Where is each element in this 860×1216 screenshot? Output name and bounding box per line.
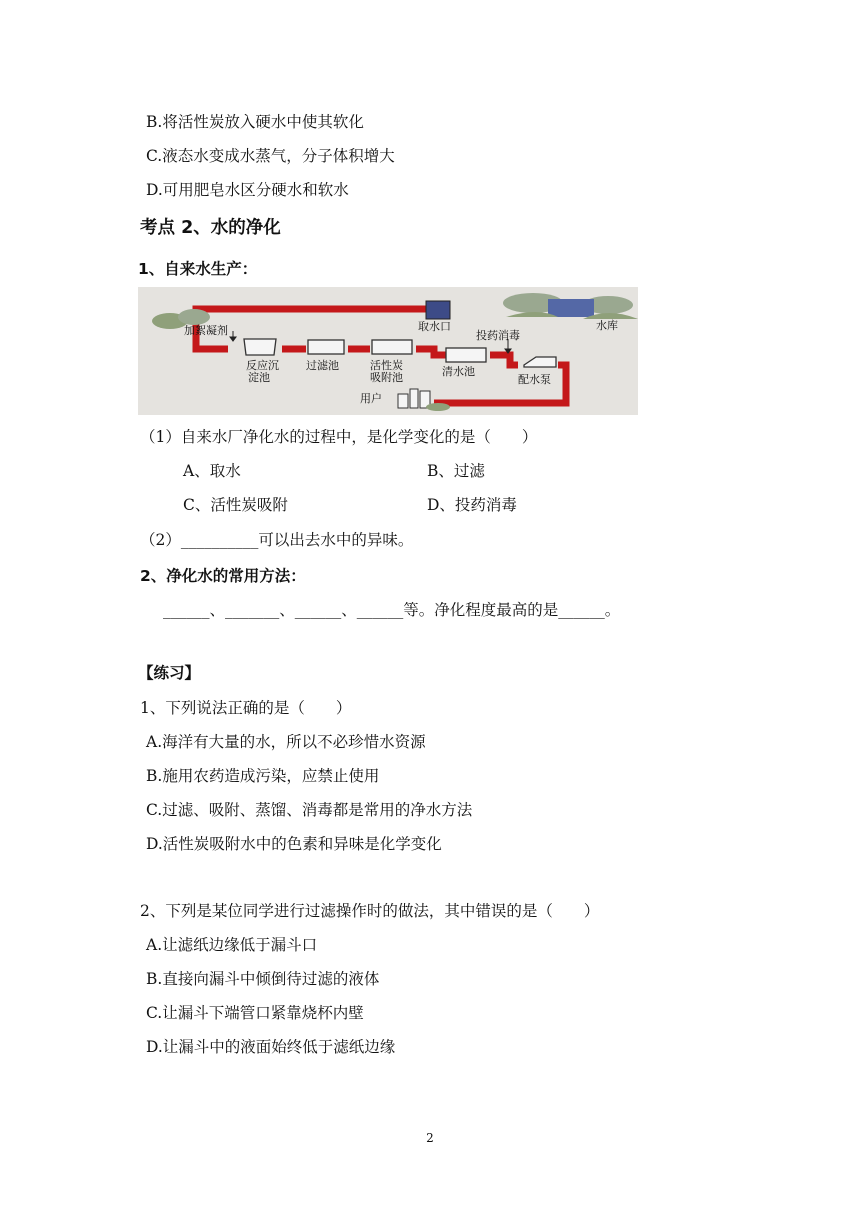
option-c-prev: C.液态水变成水蒸气，分子体积增大	[146, 147, 395, 165]
sub1-title: 1、自来水生产：	[138, 260, 258, 278]
q2-stem: （2）__________可以出去水中的异味。	[140, 531, 414, 549]
label-reservoir: 水库	[596, 319, 618, 332]
p2-option-b: B.直接向漏斗中倾倒待过滤的液体	[146, 970, 380, 988]
label-intake: 取水口	[418, 320, 451, 333]
p1-option-a: A.海洋有大量的水，所以不必珍惜水资源	[146, 733, 426, 751]
label-sediment-1: 反应沉	[246, 359, 279, 372]
practice-title: 【练习】	[138, 664, 201, 682]
intake-box	[426, 301, 450, 319]
sediment-tank	[244, 339, 276, 355]
p1-stem: 1、下列说法正确的是（ ）	[140, 699, 352, 717]
label-user: 用户	[360, 392, 382, 405]
label-disinfect: 投药消毒	[476, 329, 520, 342]
label-sediment-2: 淀池	[248, 371, 270, 384]
q1-option-d: D、投药消毒	[427, 496, 517, 514]
p2-option-d: D.让漏斗中的液面始终低于滤纸边缘	[146, 1038, 396, 1056]
q1-option-a: A、取水	[183, 462, 241, 480]
q1-option-b: B、过滤	[427, 462, 485, 480]
q1-stem: （1）自来水厂净化水的过程中，是化学变化的是（ ）	[140, 428, 538, 446]
p1-option-d: D.活性炭吸附水中的色素和异味是化学变化	[146, 835, 442, 853]
p1-option-c: C.过滤、吸附、蒸馏、消毒都是常用的净水方法	[146, 801, 473, 819]
p2-option-a: A.让滤纸边缘低于漏斗口	[146, 936, 318, 954]
clear-tank	[446, 348, 486, 362]
p1-option-b: B.施用农药造成污染，应禁止使用	[146, 767, 380, 785]
section-title: 考点 2、水的净化	[140, 218, 281, 238]
p2-stem: 2、下列是某位同学进行过滤操作时的做法，其中错误的是（ ）	[140, 902, 600, 920]
label-carbon-1: 活性炭	[370, 359, 403, 372]
label-carbon-2: 吸附池	[370, 371, 403, 384]
water-treatment-diagram	[138, 287, 638, 415]
label-coagulant: 加絮凝剂	[184, 324, 228, 337]
page-number: 2	[426, 1131, 434, 1145]
option-b-prev: B.将活性炭放入硬水中使其软化	[146, 113, 364, 131]
filter-tank	[308, 340, 344, 354]
sub2-title: 2、净化水的常用方法：	[140, 567, 306, 585]
p2-option-c: C.让漏斗下端管口紧靠烧杯内壁	[146, 1004, 364, 1022]
label-clear: 清水池	[442, 365, 475, 378]
carbon-tank	[372, 340, 412, 354]
label-filter: 过滤池	[306, 359, 339, 372]
option-d-prev: D.可用肥皂水区分硬水和软水	[146, 181, 349, 199]
label-pump: 配水泵	[518, 373, 551, 386]
q1-option-c: C、活性炭吸附	[183, 496, 288, 514]
sub2-fill: ______、_______、______、______等。净化程度最高的是______。	[163, 601, 621, 619]
